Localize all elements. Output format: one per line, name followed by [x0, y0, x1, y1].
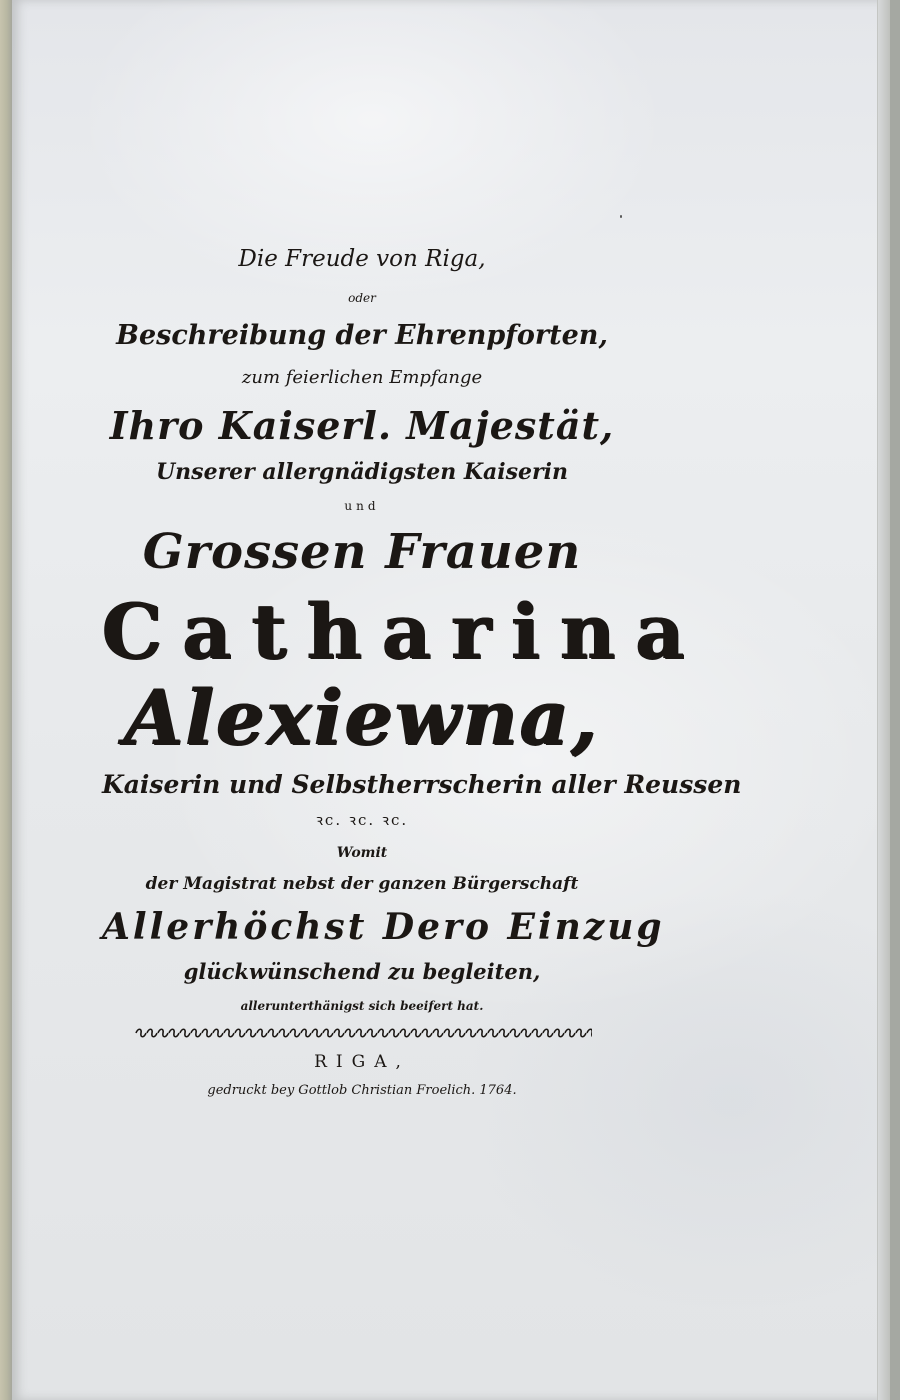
- ornament-curl: [543, 1029, 553, 1037]
- page-stack-edge: [877, 0, 890, 1400]
- ornament-curl: [565, 1029, 575, 1037]
- title-line-9: Catharina: [102, 587, 705, 676]
- ornament-curl: [477, 1029, 487, 1037]
- ornament-curl: [224, 1029, 234, 1037]
- ornament-curl: [312, 1029, 322, 1037]
- title-line-1: Die Freude von Riga,: [238, 246, 486, 272]
- title-line-5: Ihro Kaiserl. Majestät,: [109, 403, 615, 448]
- ornament-curl: [455, 1029, 465, 1037]
- ornament-curl: [136, 1029, 146, 1037]
- ornament-curl: [532, 1029, 542, 1037]
- ornament-curl: [466, 1029, 476, 1037]
- ornament-curl: [301, 1029, 311, 1037]
- ornament-curl: [378, 1029, 388, 1037]
- ornament-curl: [389, 1029, 399, 1037]
- imprint-printer-line: gedruckt bey Gottlob Christian Froelich. 1764.: [207, 1083, 517, 1098]
- title-line-15: Allerhöchst Dero Einzug: [102, 906, 665, 948]
- ornament-curl: [268, 1029, 278, 1037]
- ornament-curl: [180, 1029, 190, 1037]
- ornament-curl: [521, 1029, 531, 1037]
- ornament-curl: [147, 1029, 157, 1037]
- ornament-curl: [191, 1029, 201, 1037]
- title-line-7: und: [344, 499, 380, 513]
- title-line-3: Beschreibung der Ehrenpforten,: [116, 320, 608, 351]
- ornament-curl: [279, 1029, 289, 1037]
- ornament-curl: [323, 1029, 333, 1037]
- title-line-4: zum feierlichen Empfange: [241, 367, 483, 388]
- title-line-6: Unserer allergnädigsten Kaiserin: [156, 459, 568, 485]
- ornament-curl: [422, 1029, 432, 1037]
- paper-speck: [620, 215, 622, 218]
- ornament-curl: [213, 1029, 223, 1037]
- ornament-curl: [202, 1029, 212, 1037]
- ornament-curl: [356, 1029, 366, 1037]
- title-page: [12, 0, 890, 1400]
- ornament-curl: [345, 1029, 355, 1037]
- ornament-curl: [488, 1029, 498, 1037]
- title-line-11: Kaiserin und Selbstherrscherin aller Reussen: [102, 770, 742, 799]
- ornament-curl: [158, 1029, 168, 1037]
- ornament-curl: [367, 1029, 377, 1037]
- ornament-curl: [246, 1029, 256, 1037]
- title-line-16: glückwünschend zu begleiten,: [183, 959, 541, 984]
- title-line-2: oder: [348, 291, 376, 305]
- ornament-curl: [587, 1029, 592, 1037]
- title-line-17: allerunterthänigst sich beeifert hat.: [240, 999, 484, 1013]
- ornament-curl: [334, 1029, 344, 1037]
- ornament-curl: [433, 1029, 443, 1037]
- title-line-14: der Magistrat nebst der ganzen Bürgerschaft: [145, 874, 579, 894]
- ornament-curl: [444, 1029, 454, 1037]
- ornament-curl: [554, 1029, 564, 1037]
- ornament-curl: [499, 1029, 509, 1037]
- ornament-curl: [235, 1029, 245, 1037]
- ornament-curl: [290, 1029, 300, 1037]
- imprint-city: RIGA,: [314, 1052, 410, 1072]
- ornament-curl: [411, 1029, 421, 1037]
- title-line-8: Grossen Frauen: [142, 524, 582, 580]
- ornamental-rule: [132, 1028, 592, 1038]
- ornament-curl: [169, 1029, 179, 1037]
- ornament-curl: [257, 1029, 267, 1037]
- title-block: [102, 246, 742, 1098]
- title-line-10: Alexiewna,: [124, 673, 600, 762]
- ornament-curl: [510, 1029, 520, 1037]
- title-line-12: ꝛc. ꝛc. ꝛc.: [315, 811, 409, 829]
- title-line-13: Womit: [336, 845, 388, 861]
- ornament-curl: [576, 1029, 586, 1037]
- ornament-curl: [400, 1029, 410, 1037]
